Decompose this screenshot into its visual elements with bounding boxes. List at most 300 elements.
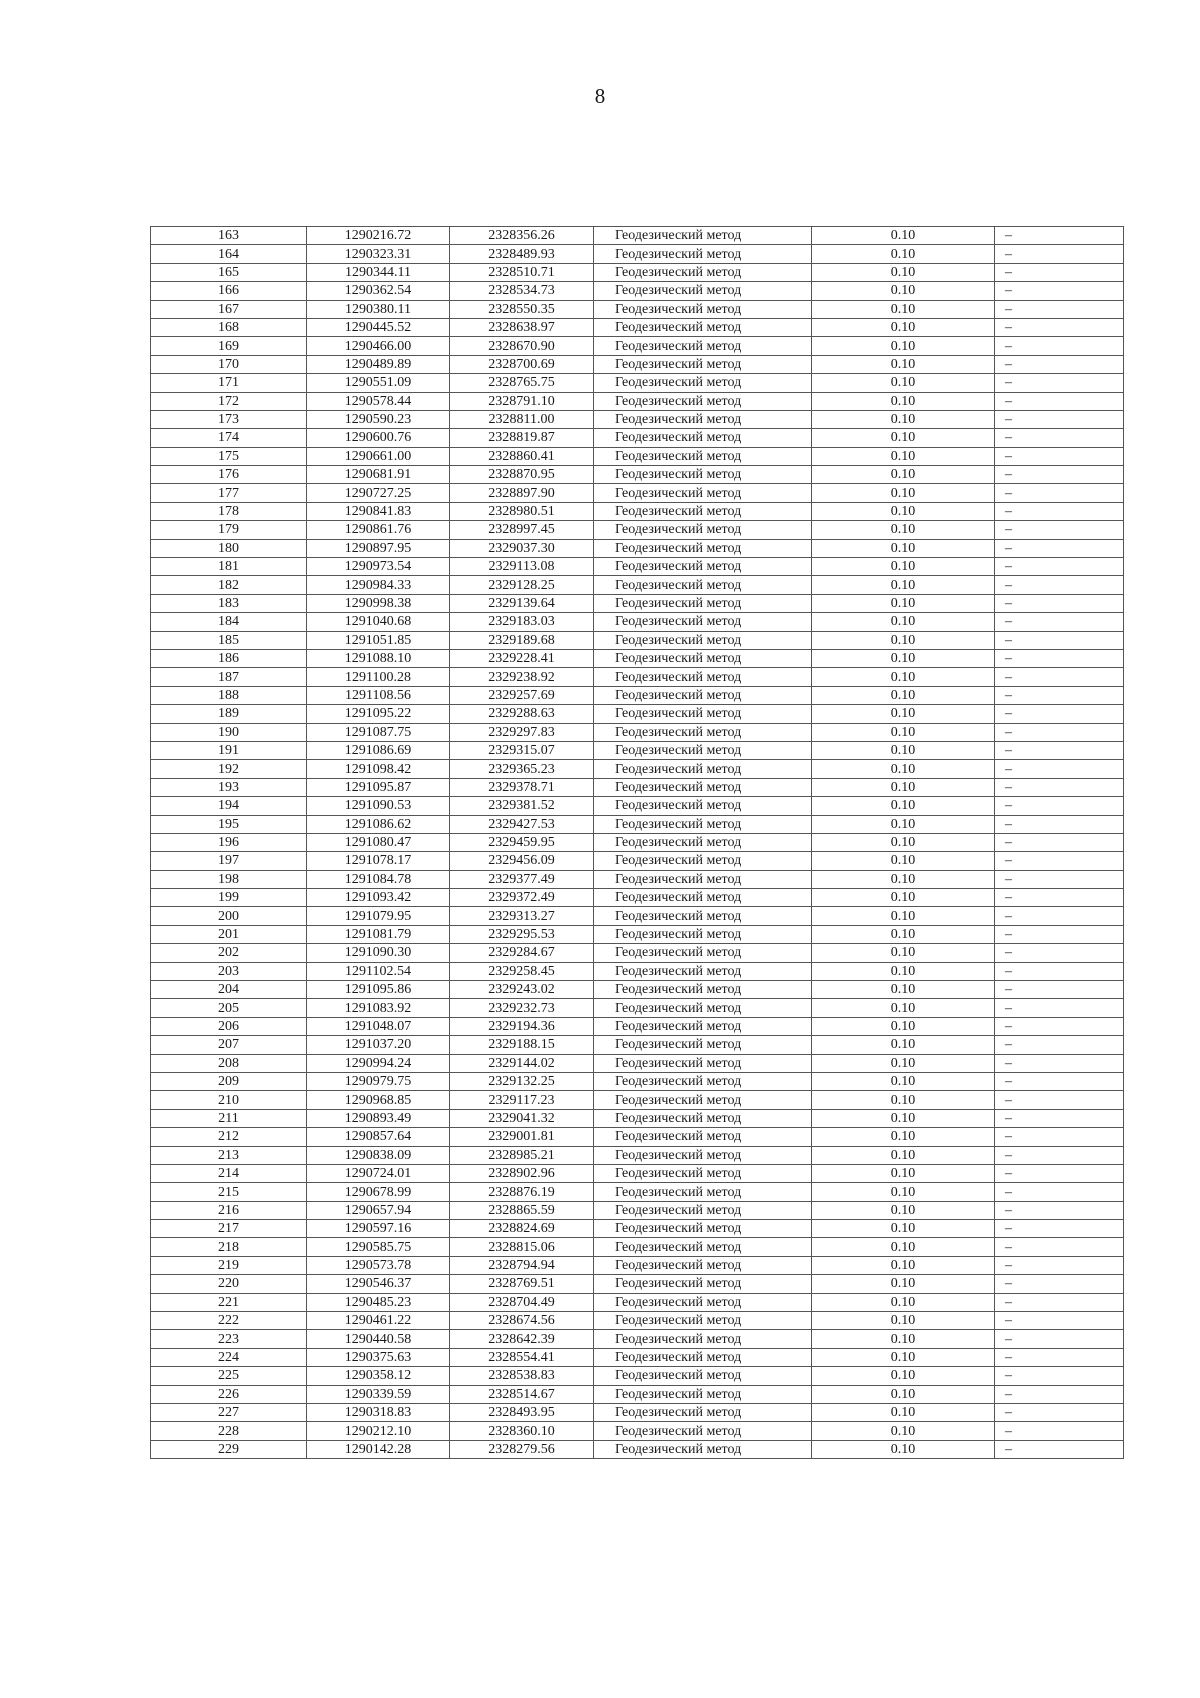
point-number-cell: 226 — [151, 1385, 307, 1403]
method-cell: Геодезический метод — [594, 245, 812, 263]
method-cell: Геодезический метод — [594, 686, 812, 704]
x-coordinate-cell: 1291088.10 — [307, 649, 450, 667]
x-coordinate-cell: 1291081.79 — [307, 925, 450, 943]
description-cell: – — [995, 686, 1124, 704]
table-row — [151, 576, 1124, 594]
y-coordinate-cell: 2328554.41 — [450, 1348, 594, 1366]
point-number-cell: 188 — [151, 686, 307, 704]
table-row — [151, 1146, 1124, 1164]
accuracy-cell: 0.10 — [812, 1091, 995, 1109]
point-number-cell: 224 — [151, 1348, 307, 1366]
x-coordinate-cell: 1291093.42 — [307, 889, 450, 907]
accuracy-cell: 0.10 — [812, 705, 995, 723]
y-coordinate-cell: 2328642.39 — [450, 1330, 594, 1348]
point-number-cell: 165 — [151, 263, 307, 281]
accuracy-cell: 0.10 — [812, 539, 995, 557]
description-cell: – — [995, 1330, 1124, 1348]
table-row — [151, 1201, 1124, 1219]
accuracy-cell: 0.10 — [812, 1146, 995, 1164]
x-coordinate-cell: 1290727.25 — [307, 484, 450, 502]
point-number-cell: 212 — [151, 1128, 307, 1146]
point-number-cell: 228 — [151, 1422, 307, 1440]
method-cell: Геодезический метод — [594, 613, 812, 631]
accuracy-cell: 0.10 — [812, 1072, 995, 1090]
y-coordinate-cell: 2329144.02 — [450, 1054, 594, 1072]
table-row — [151, 466, 1124, 484]
point-number-cell: 163 — [151, 227, 307, 245]
description-cell: – — [995, 227, 1124, 245]
table-row — [151, 300, 1124, 318]
method-cell: Геодезический метод — [594, 1183, 812, 1201]
x-coordinate-cell: 1290585.75 — [307, 1238, 450, 1256]
y-coordinate-cell: 2329117.23 — [450, 1091, 594, 1109]
accuracy-cell: 0.10 — [812, 1348, 995, 1366]
y-coordinate-cell: 2328870.95 — [450, 466, 594, 484]
accuracy-cell: 0.10 — [812, 502, 995, 520]
y-coordinate-cell: 2329257.69 — [450, 686, 594, 704]
y-coordinate-cell: 2328815.06 — [450, 1238, 594, 1256]
table-row — [151, 447, 1124, 465]
y-coordinate-cell: 2328980.51 — [450, 502, 594, 520]
y-coordinate-cell: 2329365.23 — [450, 760, 594, 778]
description-cell: – — [995, 925, 1124, 943]
description-cell: – — [995, 502, 1124, 520]
point-number-cell: 202 — [151, 944, 307, 962]
method-cell: Геодезический метод — [594, 300, 812, 318]
x-coordinate-cell: 1290578.44 — [307, 392, 450, 410]
accuracy-cell: 0.10 — [812, 1164, 995, 1182]
accuracy-cell: 0.10 — [812, 686, 995, 704]
table-row — [151, 1348, 1124, 1366]
point-number-cell: 183 — [151, 594, 307, 612]
table-row — [151, 1220, 1124, 1238]
description-cell: – — [995, 410, 1124, 428]
description-cell: – — [995, 1367, 1124, 1385]
table-row — [151, 870, 1124, 888]
description-cell: – — [995, 870, 1124, 888]
table-row — [151, 594, 1124, 612]
method-cell: Геодезический метод — [594, 833, 812, 851]
description-cell: – — [995, 981, 1124, 999]
point-number-cell: 187 — [151, 668, 307, 686]
point-number-cell: 221 — [151, 1293, 307, 1311]
x-coordinate-cell: 1290573.78 — [307, 1256, 450, 1274]
point-number-cell: 167 — [151, 300, 307, 318]
y-coordinate-cell: 2328704.49 — [450, 1293, 594, 1311]
method-cell: Геодезический метод — [594, 1367, 812, 1385]
method-cell: Геодезический метод — [594, 1330, 812, 1348]
method-cell: Геодезический метод — [594, 1146, 812, 1164]
point-number-cell: 189 — [151, 705, 307, 723]
accuracy-cell: 0.10 — [812, 282, 995, 300]
description-cell: – — [995, 1164, 1124, 1182]
accuracy-cell: 0.10 — [812, 466, 995, 484]
accuracy-cell: 0.10 — [812, 1220, 995, 1238]
point-number-cell: 173 — [151, 410, 307, 428]
x-coordinate-cell: 1290973.54 — [307, 558, 450, 576]
y-coordinate-cell: 2328534.73 — [450, 282, 594, 300]
accuracy-cell: 0.10 — [812, 981, 995, 999]
y-coordinate-cell: 2329232.73 — [450, 999, 594, 1017]
x-coordinate-cell: 1290994.24 — [307, 1054, 450, 1072]
point-number-cell: 170 — [151, 355, 307, 373]
description-cell: – — [995, 631, 1124, 649]
point-number-cell: 208 — [151, 1054, 307, 1072]
y-coordinate-cell: 2328360.10 — [450, 1422, 594, 1440]
accuracy-cell: 0.10 — [812, 263, 995, 281]
description-cell: – — [995, 1017, 1124, 1035]
table-row — [151, 1275, 1124, 1293]
x-coordinate-cell: 1291080.47 — [307, 833, 450, 851]
x-coordinate-cell: 1291095.22 — [307, 705, 450, 723]
table-row — [151, 889, 1124, 907]
method-cell: Геодезический метод — [594, 1385, 812, 1403]
description-cell: – — [995, 1385, 1124, 1403]
description-cell: – — [995, 797, 1124, 815]
point-number-cell: 184 — [151, 613, 307, 631]
x-coordinate-cell: 1290489.89 — [307, 355, 450, 373]
description-cell: – — [995, 318, 1124, 336]
accuracy-cell: 0.10 — [812, 558, 995, 576]
method-cell: Геодезический метод — [594, 668, 812, 686]
description-cell: – — [995, 815, 1124, 833]
method-cell: Геодезический метод — [594, 870, 812, 888]
x-coordinate-cell: 1290375.63 — [307, 1348, 450, 1366]
table-row — [151, 981, 1124, 999]
method-cell: Геодезический метод — [594, 318, 812, 336]
x-coordinate-cell: 1290857.64 — [307, 1128, 450, 1146]
x-coordinate-cell: 1291102.54 — [307, 962, 450, 980]
method-cell: Геодезический метод — [594, 1312, 812, 1330]
x-coordinate-cell: 1291100.28 — [307, 668, 450, 686]
table-row — [151, 1054, 1124, 1072]
point-number-cell: 211 — [151, 1109, 307, 1127]
table-row — [151, 429, 1124, 447]
point-number-cell: 172 — [151, 392, 307, 410]
x-coordinate-cell: 1290861.76 — [307, 521, 450, 539]
table-row — [151, 797, 1124, 815]
accuracy-cell: 0.10 — [812, 1256, 995, 1274]
accuracy-cell: 0.10 — [812, 300, 995, 318]
method-cell: Геодезический метод — [594, 797, 812, 815]
description-cell: – — [995, 649, 1124, 667]
description-cell: – — [995, 521, 1124, 539]
description-cell: – — [995, 374, 1124, 392]
point-number-cell: 218 — [151, 1238, 307, 1256]
y-coordinate-cell: 2328538.83 — [450, 1367, 594, 1385]
method-cell: Геодезический метод — [594, 962, 812, 980]
point-number-cell: 181 — [151, 558, 307, 576]
accuracy-cell: 0.10 — [812, 1183, 995, 1201]
table-row — [151, 705, 1124, 723]
description-cell: – — [995, 668, 1124, 686]
x-coordinate-cell: 1290551.09 — [307, 374, 450, 392]
method-cell: Геодезический метод — [594, 502, 812, 520]
coordinates-table — [150, 226, 1124, 1459]
table-row — [151, 1109, 1124, 1127]
point-number-cell: 169 — [151, 337, 307, 355]
description-cell: – — [995, 1256, 1124, 1274]
description-cell: – — [995, 1275, 1124, 1293]
description-cell: – — [995, 1091, 1124, 1109]
y-coordinate-cell: 2328791.10 — [450, 392, 594, 410]
description-cell: – — [995, 1036, 1124, 1054]
y-coordinate-cell: 2329288.63 — [450, 705, 594, 723]
table-row — [151, 760, 1124, 778]
accuracy-cell: 0.10 — [812, 429, 995, 447]
method-cell: Геодезический метод — [594, 741, 812, 759]
x-coordinate-cell: 1290344.11 — [307, 263, 450, 281]
table-row — [151, 410, 1124, 428]
method-cell: Геодезический метод — [594, 760, 812, 778]
method-cell: Геодезический метод — [594, 1201, 812, 1219]
point-number-cell: 213 — [151, 1146, 307, 1164]
method-cell: Геодезический метод — [594, 1404, 812, 1422]
point-number-cell: 185 — [151, 631, 307, 649]
x-coordinate-cell: 1291108.56 — [307, 686, 450, 704]
description-cell: – — [995, 1072, 1124, 1090]
y-coordinate-cell: 2328811.00 — [450, 410, 594, 428]
description-cell: – — [995, 999, 1124, 1017]
y-coordinate-cell: 2329128.25 — [450, 576, 594, 594]
page-number: 8 — [594, 84, 606, 108]
x-coordinate-cell: 1291086.69 — [307, 741, 450, 759]
point-number-cell: 205 — [151, 999, 307, 1017]
description-cell: – — [995, 741, 1124, 759]
method-cell: Геодезический метод — [594, 1109, 812, 1127]
method-cell: Геодезический метод — [594, 466, 812, 484]
point-number-cell: 217 — [151, 1220, 307, 1238]
table-row — [151, 539, 1124, 557]
table-row — [151, 227, 1124, 245]
point-number-cell: 229 — [151, 1440, 307, 1458]
x-coordinate-cell: 1291090.53 — [307, 797, 450, 815]
point-number-cell: 182 — [151, 576, 307, 594]
x-coordinate-cell: 1291048.07 — [307, 1017, 450, 1035]
y-coordinate-cell: 2328865.59 — [450, 1201, 594, 1219]
y-coordinate-cell: 2329188.15 — [450, 1036, 594, 1054]
point-number-cell: 199 — [151, 889, 307, 907]
method-cell: Геодезический метод — [594, 907, 812, 925]
description-cell: – — [995, 1054, 1124, 1072]
x-coordinate-cell: 1291083.92 — [307, 999, 450, 1017]
y-coordinate-cell: 2329183.03 — [450, 613, 594, 631]
accuracy-cell: 0.10 — [812, 594, 995, 612]
table-row — [151, 392, 1124, 410]
x-coordinate-cell: 1290142.28 — [307, 1440, 450, 1458]
table-row — [151, 374, 1124, 392]
x-coordinate-cell: 1291095.87 — [307, 778, 450, 796]
accuracy-cell: 0.10 — [812, 1109, 995, 1127]
description-cell: – — [995, 594, 1124, 612]
accuracy-cell: 0.10 — [812, 815, 995, 833]
description-cell: – — [995, 889, 1124, 907]
accuracy-cell: 0.10 — [812, 337, 995, 355]
y-coordinate-cell: 2329381.52 — [450, 797, 594, 815]
accuracy-cell: 0.10 — [812, 723, 995, 741]
point-number-cell: 168 — [151, 318, 307, 336]
y-coordinate-cell: 2329459.95 — [450, 833, 594, 851]
y-coordinate-cell: 2328514.67 — [450, 1385, 594, 1403]
description-cell: – — [995, 263, 1124, 281]
table-row — [151, 999, 1124, 1017]
x-coordinate-cell: 1290657.94 — [307, 1201, 450, 1219]
y-coordinate-cell: 2328997.45 — [450, 521, 594, 539]
table-row — [151, 631, 1124, 649]
point-number-cell: 175 — [151, 447, 307, 465]
point-number-cell: 206 — [151, 1017, 307, 1035]
x-coordinate-cell: 1290841.83 — [307, 502, 450, 520]
accuracy-cell: 0.10 — [812, 484, 995, 502]
x-coordinate-cell: 1290485.23 — [307, 1293, 450, 1311]
x-coordinate-cell: 1291084.78 — [307, 870, 450, 888]
description-cell: – — [995, 1128, 1124, 1146]
y-coordinate-cell: 2328897.90 — [450, 484, 594, 502]
point-number-cell: 215 — [151, 1183, 307, 1201]
description-cell: – — [995, 355, 1124, 373]
description-cell: – — [995, 539, 1124, 557]
method-cell: Геодезический метод — [594, 1091, 812, 1109]
point-number-cell: 193 — [151, 778, 307, 796]
x-coordinate-cell: 1290440.58 — [307, 1330, 450, 1348]
x-coordinate-cell: 1290546.37 — [307, 1275, 450, 1293]
method-cell: Геодезический метод — [594, 778, 812, 796]
method-cell: Геодезический метод — [594, 631, 812, 649]
description-cell: – — [995, 1146, 1124, 1164]
y-coordinate-cell: 2329228.41 — [450, 649, 594, 667]
x-coordinate-cell: 1290897.95 — [307, 539, 450, 557]
table-row — [151, 1385, 1124, 1403]
x-coordinate-cell: 1290466.00 — [307, 337, 450, 355]
x-coordinate-cell: 1290362.54 — [307, 282, 450, 300]
accuracy-cell: 0.10 — [812, 1017, 995, 1035]
table-row — [151, 1183, 1124, 1201]
accuracy-cell: 0.10 — [812, 355, 995, 373]
description-cell: – — [995, 1220, 1124, 1238]
y-coordinate-cell: 2328765.75 — [450, 374, 594, 392]
y-coordinate-cell: 2329456.09 — [450, 852, 594, 870]
point-number-cell: 214 — [151, 1164, 307, 1182]
y-coordinate-cell: 2328638.97 — [450, 318, 594, 336]
accuracy-cell: 0.10 — [812, 227, 995, 245]
x-coordinate-cell: 1290597.16 — [307, 1220, 450, 1238]
point-number-cell: 190 — [151, 723, 307, 741]
description-cell: – — [995, 1109, 1124, 1127]
point-number-cell: 210 — [151, 1091, 307, 1109]
accuracy-cell: 0.10 — [812, 1367, 995, 1385]
method-cell: Геодезический метод — [594, 1220, 812, 1238]
accuracy-cell: 0.10 — [812, 1275, 995, 1293]
point-number-cell: 223 — [151, 1330, 307, 1348]
y-coordinate-cell: 2329258.45 — [450, 962, 594, 980]
y-coordinate-cell: 2329041.32 — [450, 1109, 594, 1127]
table-row — [151, 502, 1124, 520]
table-row — [151, 1312, 1124, 1330]
accuracy-cell: 0.10 — [812, 613, 995, 631]
x-coordinate-cell: 1290968.85 — [307, 1091, 450, 1109]
accuracy-cell: 0.10 — [812, 1312, 995, 1330]
table-row — [151, 337, 1124, 355]
accuracy-cell: 0.10 — [812, 1330, 995, 1348]
accuracy-cell: 0.10 — [812, 1128, 995, 1146]
description-cell: – — [995, 282, 1124, 300]
description-cell: – — [995, 1183, 1124, 1201]
x-coordinate-cell: 1290590.23 — [307, 410, 450, 428]
accuracy-cell: 0.10 — [812, 833, 995, 851]
method-cell: Геодезический метод — [594, 1348, 812, 1366]
method-cell: Геодезический метод — [594, 1293, 812, 1311]
description-cell: – — [995, 723, 1124, 741]
table-row — [151, 318, 1124, 336]
description-cell: – — [995, 1404, 1124, 1422]
y-coordinate-cell: 2329238.92 — [450, 668, 594, 686]
table-row — [151, 1404, 1124, 1422]
table-row — [151, 962, 1124, 980]
point-number-cell: 222 — [151, 1312, 307, 1330]
point-number-cell: 194 — [151, 797, 307, 815]
y-coordinate-cell: 2328876.19 — [450, 1183, 594, 1201]
accuracy-cell: 0.10 — [812, 631, 995, 649]
table-row — [151, 1440, 1124, 1458]
method-cell: Геодезический метод — [594, 227, 812, 245]
method-cell: Геодезический метод — [594, 576, 812, 594]
y-coordinate-cell: 2328550.35 — [450, 300, 594, 318]
x-coordinate-cell: 1291040.68 — [307, 613, 450, 631]
accuracy-cell: 0.10 — [812, 760, 995, 778]
point-number-cell: 209 — [151, 1072, 307, 1090]
method-cell: Геодезический метод — [594, 539, 812, 557]
method-cell: Геодезический метод — [594, 1238, 812, 1256]
method-cell: Геодезический метод — [594, 1128, 812, 1146]
point-number-cell: 200 — [151, 907, 307, 925]
table-row — [151, 1036, 1124, 1054]
accuracy-cell: 0.10 — [812, 778, 995, 796]
accuracy-cell: 0.10 — [812, 1054, 995, 1072]
accuracy-cell: 0.10 — [812, 668, 995, 686]
accuracy-cell: 0.10 — [812, 521, 995, 539]
y-coordinate-cell: 2329372.49 — [450, 889, 594, 907]
description-cell: – — [995, 1348, 1124, 1366]
point-number-cell: 177 — [151, 484, 307, 502]
y-coordinate-cell: 2328824.69 — [450, 1220, 594, 1238]
y-coordinate-cell: 2329377.49 — [450, 870, 594, 888]
table-row — [151, 668, 1124, 686]
x-coordinate-cell: 1291078.17 — [307, 852, 450, 870]
y-coordinate-cell: 2329427.53 — [450, 815, 594, 833]
y-coordinate-cell: 2329243.02 — [450, 981, 594, 999]
y-coordinate-cell: 2328670.90 — [450, 337, 594, 355]
x-coordinate-cell: 1290212.10 — [307, 1422, 450, 1440]
table-row — [151, 282, 1124, 300]
point-number-cell: 186 — [151, 649, 307, 667]
x-coordinate-cell: 1290339.59 — [307, 1385, 450, 1403]
description-cell: – — [995, 705, 1124, 723]
y-coordinate-cell: 2329001.81 — [450, 1128, 594, 1146]
description-cell: – — [995, 944, 1124, 962]
x-coordinate-cell: 1290893.49 — [307, 1109, 450, 1127]
table-row — [151, 833, 1124, 851]
point-number-cell: 201 — [151, 925, 307, 943]
x-coordinate-cell: 1290323.31 — [307, 245, 450, 263]
point-number-cell: 225 — [151, 1367, 307, 1385]
x-coordinate-cell: 1290216.72 — [307, 227, 450, 245]
table-row — [151, 1072, 1124, 1090]
accuracy-cell: 0.10 — [812, 889, 995, 907]
table-row — [151, 852, 1124, 870]
description-cell: – — [995, 1422, 1124, 1440]
x-coordinate-cell: 1290979.75 — [307, 1072, 450, 1090]
accuracy-cell: 0.10 — [812, 944, 995, 962]
